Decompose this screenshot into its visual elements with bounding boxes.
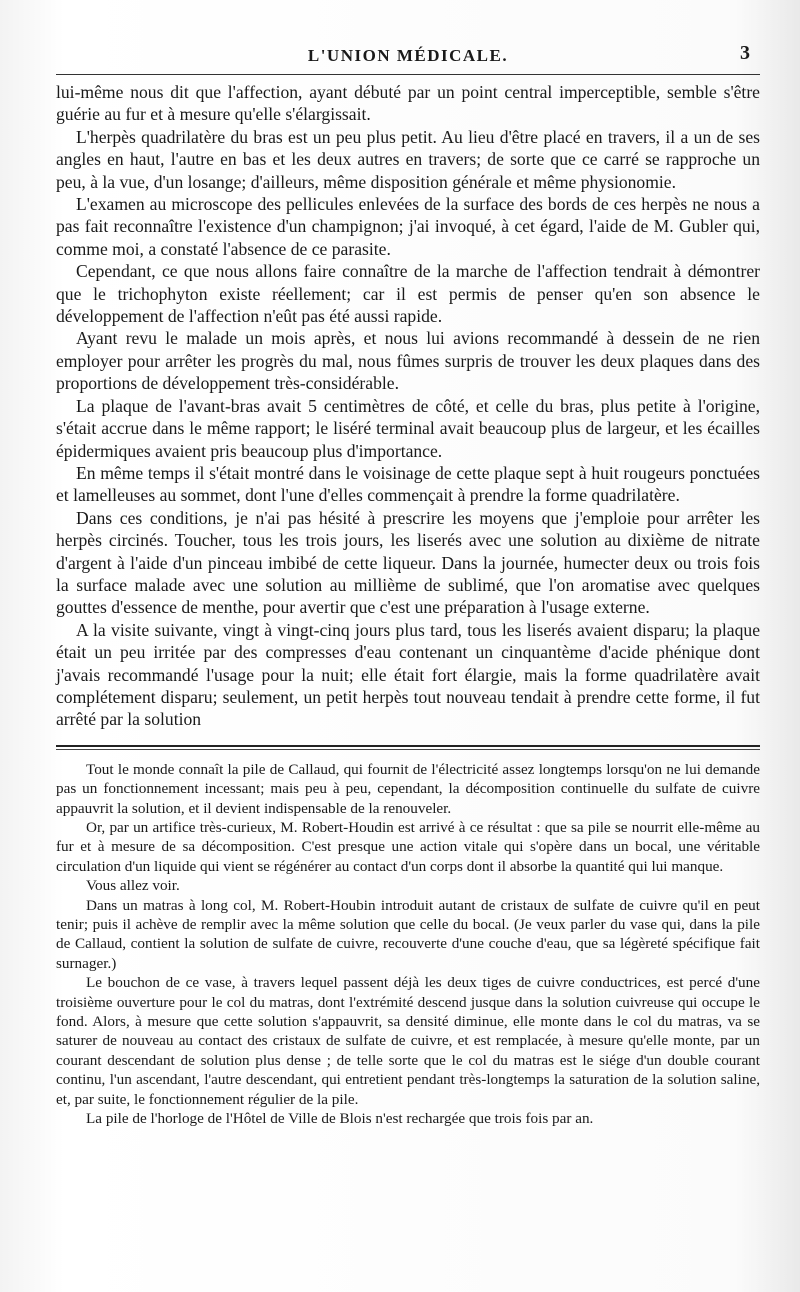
running-title: L'UNION MÉDICALE. (307, 46, 509, 65)
feuilleton-paragraph: Vous allez voir. (86, 877, 180, 895)
article-paragraph: Ayant revu le malade un mois après, et nous lui avions recommandé à dessein de ne rien employer pour arrêter les progrès du mal, nous fûmes surpris de trouver les deux plaques dans des proportions de développement très-considérable. (56, 328, 760, 394)
article-paragraph: En même temps il s'était montré dans le voisinage de cette plaque sept à huit rougeurs ponctuées et lamelleuses au sommet, dont l'une d'elles commençait à prendre la forme quadrilatère. (56, 462, 760, 506)
article-paragraph: Dans ces conditions, je n'ai pas hésité à prescrire les moyens que j'emploie pour arrêter les herpès circinés. Toucher, tous les trois jours, les liserés avec une solution au dixième de nitrate d'argent à l'aide d'un pinceau imbibé de cette liqueur. Dans la journée, humecter deux ou trois fois la surface malade avec une solution au millième de sublimé, que l'on aromatise avec quelques gouttes d'essence de menthe, pour avertir que c'est une préparation à l'usage externe. (56, 507, 760, 618)
feuilleton-paragraph: Or, par un artifice très-curieux, M. Robert-Houdin est arrivé à ce résultat : que sa pile se nourrit elle-même au fur et à mesure de sa décomposition. C'est presque une action vitale qui s'opère dans un bocal, une véritable circulation d'un liquide qui vient se régénérer au contact d'un corps dont il absorbe la quantité qui lui manque. (56, 819, 760, 875)
feuilleton-paragraph: Dans un matras à long col, M. Robert-Houbin introduit autant de cristaux de sulfate de cuivre qu'il en peut tenir; puis il achève de remplir avec la même solution que celle du bocal. (Je veux parler du vase qui, dans la pile de Callaud, contient la solution de sulfate de cuivre, recouverte d'une couche d'eau, que sa légèreté spécifique fait surnager.) (56, 896, 760, 972)
article-paragraph: L'examen au microscope des pellicules enlevées de la surface des bords de ces herpès ne nous a pas fait reconnaître l'existence d'un champignon; j'ai invoqué, à cet égard, l'aide de M. Gubler qui, comme moi, a constaté l'absence de ce parasite. (56, 194, 760, 259)
article-paragraph: A la visite suivante, vingt à vingt-cinq jours plus tard, tous les liserés avaient disparu; la plaque était un peu irritée par des compresses d'eau contenant un cinquantème d'acide phénique dont j'avais recommandé l'usage pour la nuit; elle était fort élargie, mais la forme quadrilatère avait complétement disparu; seulement, un petit herpès tout nouveau tendait à prendre cette forme, il fut arrêté par la solution (56, 619, 760, 730)
article-paragraph: lui-même nous dit que l'affection, ayant débuté par un point central imperceptible, semble s'être guérie au fur et à mesure qu'elle s'élargissait. (56, 82, 760, 125)
feuilleton-rule (56, 745, 760, 750)
feuilleton-section (56, 760, 760, 1129)
article-paragraph: La plaque de l'avant-bras avait 5 centimètres de côté, et celle du bras, plus petite à l'origine, s'était accrue dans le même rapport; le liséré terminal avait beaucoup plus de largeur, et les écailles épidermiques avaient pris beaucoup plus d'importance. (56, 395, 760, 461)
main-article (56, 81, 760, 731)
feuilleton-paragraph: Le bouchon de ce vase, à travers lequel passent déjà les deux tiges de cuivre conductrices, est percé d'une troisième ouverture pour le col du matras, dont l'extrémité descend jusque dans la solution cuivreuse qui occupe le fond. Alors, à mesure que cette solution s'appauvrit, sa densité diminue, elle monte dans le col du matras, va se saturer de nouveau au contact des cristaux de sulfate de cuivre, et est remplacée, à mesure qu'elle monte, par un courant descendant de solution plus dense ; de telle sorte que le col du matras est le siége d'un double courant continu, l'un ascendant, l'autre descendant, qui entretient pendant très-longtemps la saturation de la solution saline, et, par suite, le fonctionnement régulier de la pile. (56, 974, 760, 1108)
running-head (56, 40, 760, 70)
header-rule (56, 74, 760, 75)
article-paragraph: L'herpès quadrilatère du bras est un peu plus petit. Au lieu d'être placé en travers, il a un de ses angles en haut, l'autre en bas et les deux autres en travers; de sorte que ce carré se rapproche un peu, à la vue, d'un losange; d'ailleurs, même disposition générale et même physionomie. (56, 126, 760, 192)
feuilleton-paragraph: La pile de l'horloge de l'Hôtel de Ville de Blois n'est rechargée que trois fois par an. (86, 1110, 594, 1128)
article-paragraph: Cependant, ce que nous allons faire connaître de la marche de l'affection tendrait à démontrer que le trichophyton existe réellement; car il est permis de penser qu'en son absence le développement de l'affection n'eût pas été aussi rapide. (56, 261, 760, 327)
feuilleton-paragraph: Tout le monde connaît la pile de Callaud, qui fournit de l'électricité assez longtemps lorsqu'on ne lui demande pas un fonctionnement incessant; mais peu à peu, cependant, la décomposition continuelle du sulfate de cuivre appauvrit la solution, et il devient indispensable de la renouveler. (56, 760, 760, 817)
page-number: 3 (740, 42, 750, 64)
